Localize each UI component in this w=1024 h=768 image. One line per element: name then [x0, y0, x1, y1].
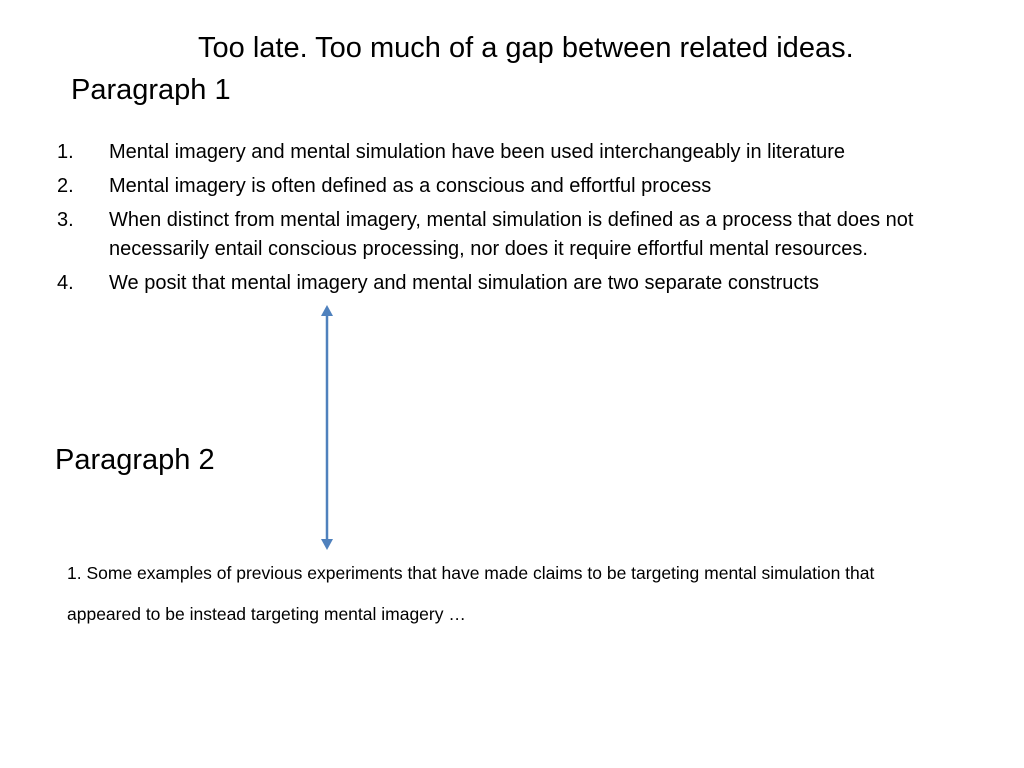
double-arrow-icon	[317, 305, 337, 550]
list-item-text: We posit that mental imagery and mental simulation are two separate constructs	[109, 272, 819, 294]
paragraph-1-list	[0, 138, 954, 303]
list-item-number: 1.	[57, 141, 74, 163]
list-item-text: Mental imagery is often defined as a conscious and effortful process	[109, 175, 712, 197]
slide-title: Too late. Too much of a gap between related ideas.	[198, 32, 854, 64]
paragraph-2-text: 1. Some examples of previous experiments that have made claims to be targeting mental simulation that appeared to be instead targeting mental imagery …	[67, 563, 875, 624]
list-item-number: 3.	[57, 209, 74, 231]
list-item-text: When distinct from mental imagery, mental simulation is defined as a process that does not necessarily entail conscious processing, nor does it require effortful mental resources.	[109, 209, 914, 260]
paragraph-1-heading: Paragraph 1	[71, 74, 231, 106]
list-item	[0, 138, 954, 167]
paragraph-2-heading: Paragraph 2	[55, 444, 215, 476]
list-item	[0, 172, 954, 201]
list-item	[0, 206, 954, 264]
list-item-text: Mental imagery and mental simulation have been used interchangeably in literature	[109, 141, 845, 163]
list-item-number: 4.	[57, 272, 74, 294]
list-item	[0, 269, 954, 298]
list-item-number: 2.	[57, 175, 74, 197]
